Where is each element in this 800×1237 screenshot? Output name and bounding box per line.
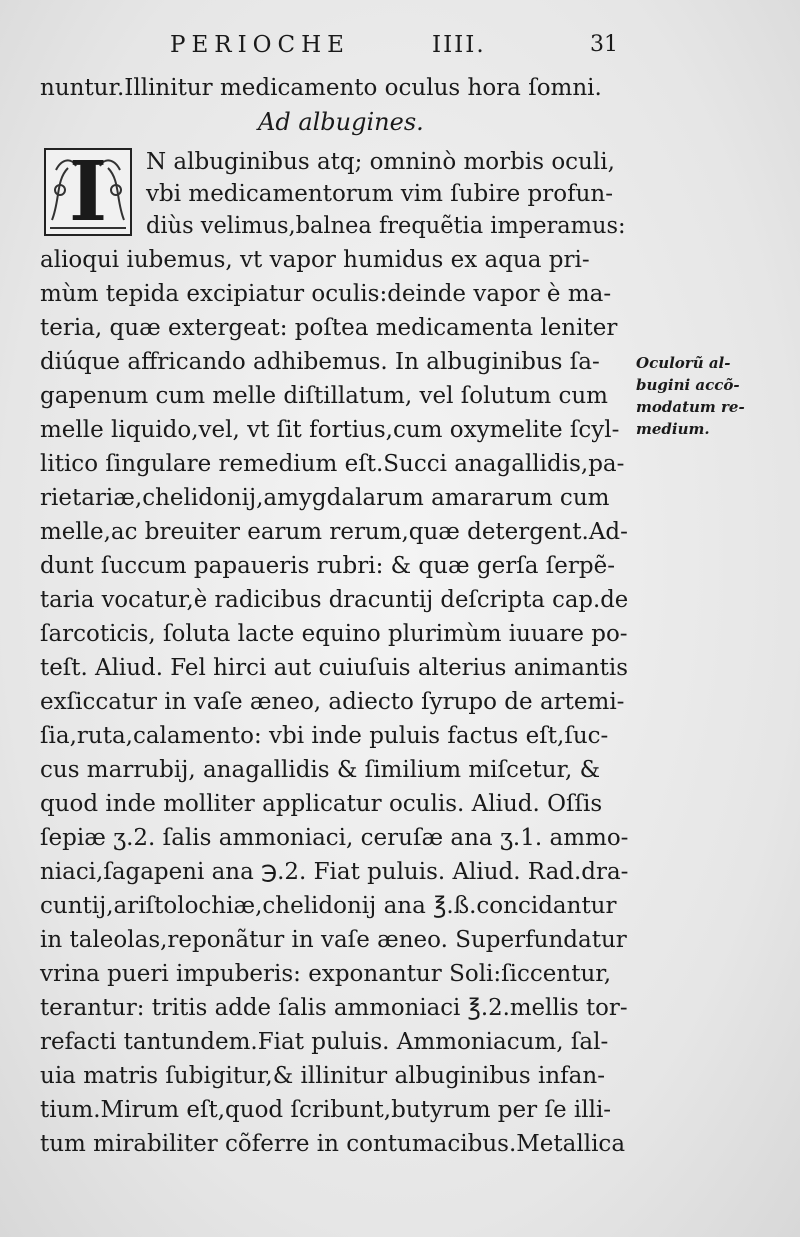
text-line: cus marrubij, anagallidis & ſimilium miſcetur, & [40,757,601,783]
margin-note-line: modatum re- [636,398,745,416]
text-line: terantur: tritis adde ſalis ammoniaci ℥.2.mellis tor- [40,995,628,1021]
decorated-initial [44,144,132,240]
text-line: melle liquido,vel, vt ſit fortius,cum oxymelite ſcyl- [40,417,620,443]
text-line: tium.Mirum eſt,quod ſcribunt,butyrum per ſe illi- [40,1097,612,1123]
text-line: ſia,ruta,calamento: vbi inde puluis factus eſt,ſuc- [40,723,609,749]
text-line: litico ſingulare remedium eſt.Succi anagallidis,pa- [40,451,625,477]
text-line: dunt ſuccum papaueris rubri: & quæ gerſa ſerpẽ- [40,553,615,579]
text-line: cuntij,ariſtolochiæ,chelidonij ana ℥.ß.concidantur [40,893,617,919]
text-line: vrina pueri impuberis: exponantur Soli:ſiccentur, [40,961,612,987]
text-line: teria, quæ extergeat: poſtea medicamenta leniter [40,315,618,341]
text-line: N albuginibus atq; omninò morbis oculi, [146,149,615,175]
text-line: vbi medicamentorum vim ſubire profun- [146,181,613,207]
margin-note-line: Oculorũ al- [636,354,731,372]
section-number: IIII. [432,32,486,58]
initial-letter: I [68,144,108,240]
text-line: taria vocatur,è radicibus dracuntij deſcripta cap.de [40,587,629,613]
margin-note-line: medium. [636,420,710,438]
text-line: rietariæ,chelidonij,amygdalarum amararum cum [40,485,610,511]
text-line: exſiccatur in vaſe æneo, adiecto ſyrupo de artemi- [40,689,625,715]
text-line: diùs velimus,balnea frequẽtia imperamus: [146,213,626,239]
text-line: quod inde molliter applicatur oculis. Aliud. Oſſis [40,791,603,817]
text-line: in taleolas,reponãtur in vaſe æneo. Superfundatur [40,927,627,953]
text-line: ſarcoticis, ſoluta lacte equino plurimùm iuuare po- [40,621,628,647]
text-line: alioqui iubemus, vt vapor humidus ex aqua pri- [40,247,590,273]
page-header [170,28,630,64]
text-line: refacti tantundem.Fiat puluis. Ammoniacum, ſal- [40,1029,609,1055]
text-line: mùm tepida excipiatur oculis:deinde vapor è ma- [40,281,612,307]
text-line: niaci,ſagapeni ana ℈.2. Fiat puluis. Aliud. Rad.dra- [40,859,629,885]
running-title: PERIOCHE [170,32,350,58]
text-line: uia matris ſubigitur,& illinitur albuginibus infan- [40,1063,605,1089]
text-line: gapenum cum melle diſtillatum, vel ſolutum cum [40,383,608,409]
margin-note-line: bugini accõ- [636,376,740,394]
text-line: diúque affricando adhibemus. In albuginibus ſa- [40,349,600,375]
section-subtitle: Ad albugines. [258,108,424,136]
text-line: nuntur.Illinitur medicamento oculus hora ſomni. [40,75,602,101]
text-line: teſt. Aliud. Fel hirci aut cuiuſuis alterius animantis [40,655,628,681]
text-line: ſepiæ ʒ.2. ſalis ammoniaci, ceruſæ ana ʒ.1. ammo- [40,825,629,851]
page-number: 31 [590,32,618,57]
text-line: melle,ac breuiter earum rerum,quæ detergent.Ad- [40,519,628,545]
text-line: tum mirabiliter cõferre in contumacibus.Metallica [40,1131,626,1157]
